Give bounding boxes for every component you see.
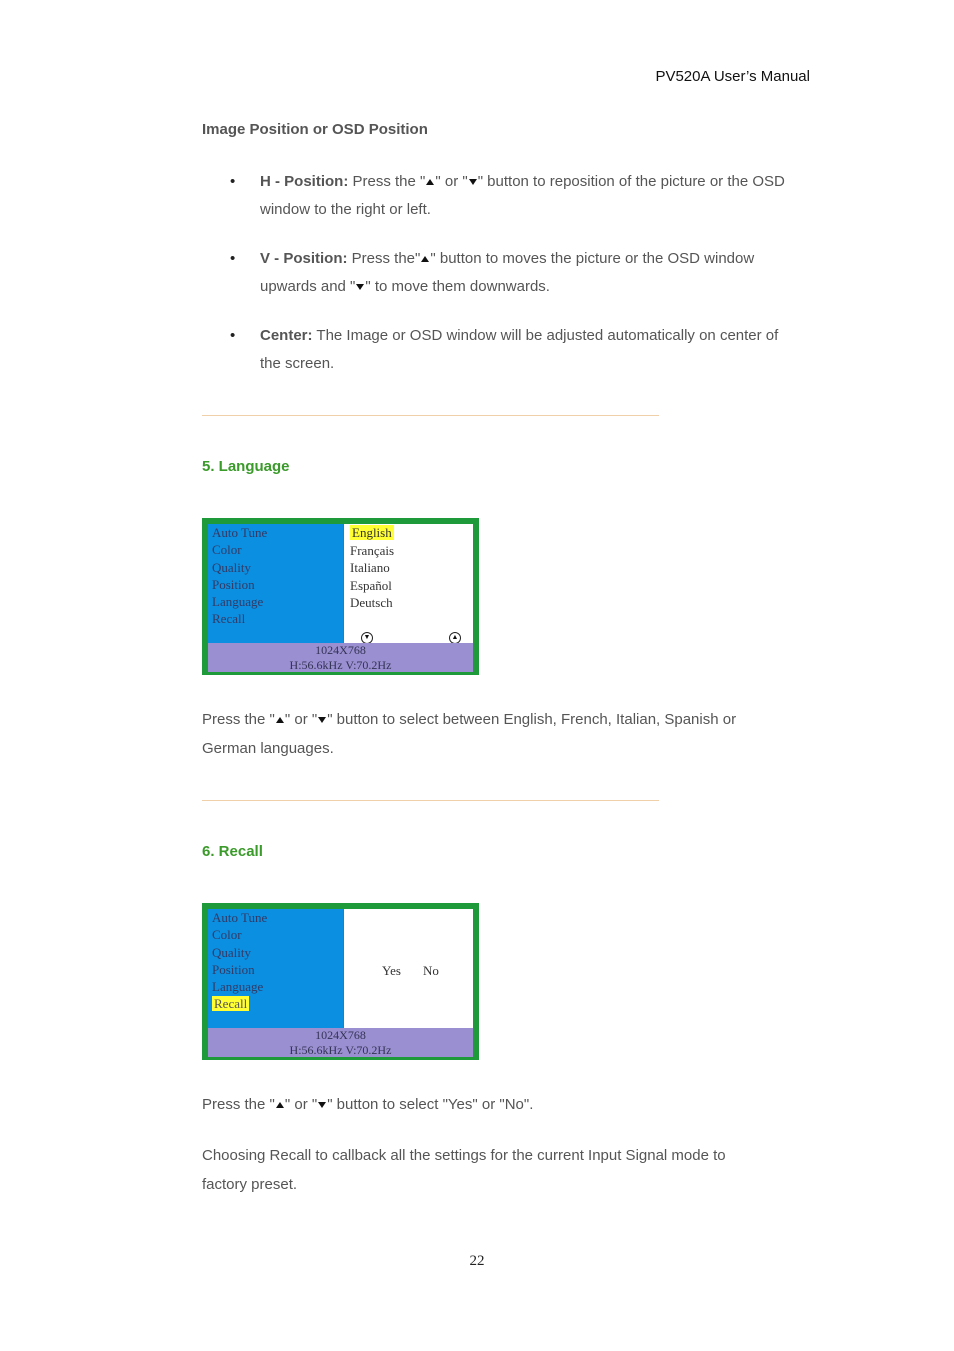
language-instruction xyxy=(202,705,772,763)
osd-no-option: No xyxy=(423,963,439,978)
bullet-text: " button to reposition of the picture or the OSD window to the right or left. xyxy=(260,173,785,218)
bullet-dot-icon: • xyxy=(230,250,236,267)
bullet-h-position xyxy=(230,168,790,224)
up-arrow-icon xyxy=(426,179,434,185)
osd-language-options xyxy=(344,524,473,643)
osd-menu-item-selected xyxy=(208,995,343,1012)
osd-up-circle-icon: ▲ xyxy=(449,632,461,644)
bullet-text: " or " xyxy=(435,173,468,190)
osd-menu-label: Recall xyxy=(214,996,248,1012)
down-arrow-icon xyxy=(469,179,477,185)
osd-option: Français xyxy=(350,542,395,558)
bullet-label: Center: xyxy=(260,327,313,344)
bullet-label: H - Position: xyxy=(260,173,349,190)
osd-menu-item: Color xyxy=(212,927,242,943)
recall-description: Choosing Recall to callback all the settings for the current Input Signal mode to factory preset. xyxy=(202,1147,726,1193)
recall-instruction xyxy=(202,1090,772,1119)
osd-menu-item: Auto Tune xyxy=(212,910,268,925)
osd-menu-item: Language xyxy=(212,594,264,610)
bullet-text: " button to moves the picture or the OSD window upwards and " xyxy=(260,250,755,295)
section-heading-position: Image Position or OSD Position xyxy=(202,121,428,138)
osd-menu-item: Language xyxy=(212,979,264,995)
section-heading-language: 5. Language xyxy=(202,458,290,475)
bullet-center xyxy=(230,322,790,378)
osd-menu-item: Quality xyxy=(212,944,251,960)
osd-option-selected xyxy=(344,524,473,542)
osd-option: Español xyxy=(350,577,392,593)
osd-menu-item: Position xyxy=(212,961,255,977)
bullet-text: Press the" xyxy=(347,250,421,267)
section-divider xyxy=(202,415,659,416)
bullet-text: The Image or OSD window will be adjusted automatically on center of the screen. xyxy=(260,327,779,372)
section-divider xyxy=(202,800,659,801)
bullet-dot-icon: • xyxy=(230,173,236,190)
up-arrow-icon xyxy=(421,256,429,262)
para-text: Press the " xyxy=(202,711,275,728)
osd-down-circle-icon: ▼ xyxy=(361,632,373,644)
up-arrow-icon xyxy=(276,1102,284,1108)
osd-option-label: English xyxy=(352,525,392,540)
osd-menu-item: Color xyxy=(212,542,242,558)
osd-menu-list xyxy=(208,524,343,643)
down-arrow-icon xyxy=(318,717,326,723)
osd-recall-options xyxy=(344,909,473,1028)
bullet-dot-icon: • xyxy=(230,327,236,344)
section-heading-recall: 6. Recall xyxy=(202,843,263,860)
osd-option: Deutsch xyxy=(350,595,393,610)
osd-menu-item: Position xyxy=(212,576,255,592)
osd-recall-screenshot xyxy=(202,903,479,1060)
osd-menu-list xyxy=(208,909,343,1028)
para-text: " button to select between English, French, Italian, Spanish or German languages. xyxy=(202,711,737,757)
osd-status-bar xyxy=(208,1028,473,1057)
osd-resolution: 1024X768 xyxy=(315,643,366,657)
osd-menu-item: Auto Tune xyxy=(212,525,268,540)
para-text: Press the " xyxy=(202,1096,275,1113)
bullet-v-position xyxy=(230,245,790,301)
osd-resolution: 1024X768 xyxy=(315,1028,366,1042)
osd-menu-item: Quality xyxy=(212,559,251,575)
down-arrow-icon xyxy=(318,1102,326,1108)
up-arrow-icon xyxy=(276,717,284,723)
position-bullet-list xyxy=(230,168,790,399)
osd-language-screenshot xyxy=(202,518,479,675)
osd-option: Italiano xyxy=(350,560,390,575)
osd-yes-option: Yes xyxy=(382,963,401,978)
down-arrow-icon xyxy=(356,284,364,290)
para-text: " or " xyxy=(284,711,318,728)
osd-menu-item: Recall xyxy=(212,611,246,627)
bullet-text: " to move them downwards. xyxy=(365,278,550,295)
para-text: " or " xyxy=(284,1096,318,1113)
page-header-title: PV520A User’s Manual xyxy=(655,68,810,85)
para-text: " button to select "Yes" or "No". xyxy=(327,1096,534,1113)
page-number: 22 xyxy=(469,1253,485,1269)
bullet-label: V - Position: xyxy=(260,250,348,267)
bullet-text: Press the " xyxy=(348,173,426,190)
osd-status-bar xyxy=(208,643,473,672)
osd-frequency: H:56.6kHz V:70.2Hz xyxy=(289,658,392,672)
osd-frequency: H:56.6kHz V:70.2Hz xyxy=(289,1043,392,1057)
